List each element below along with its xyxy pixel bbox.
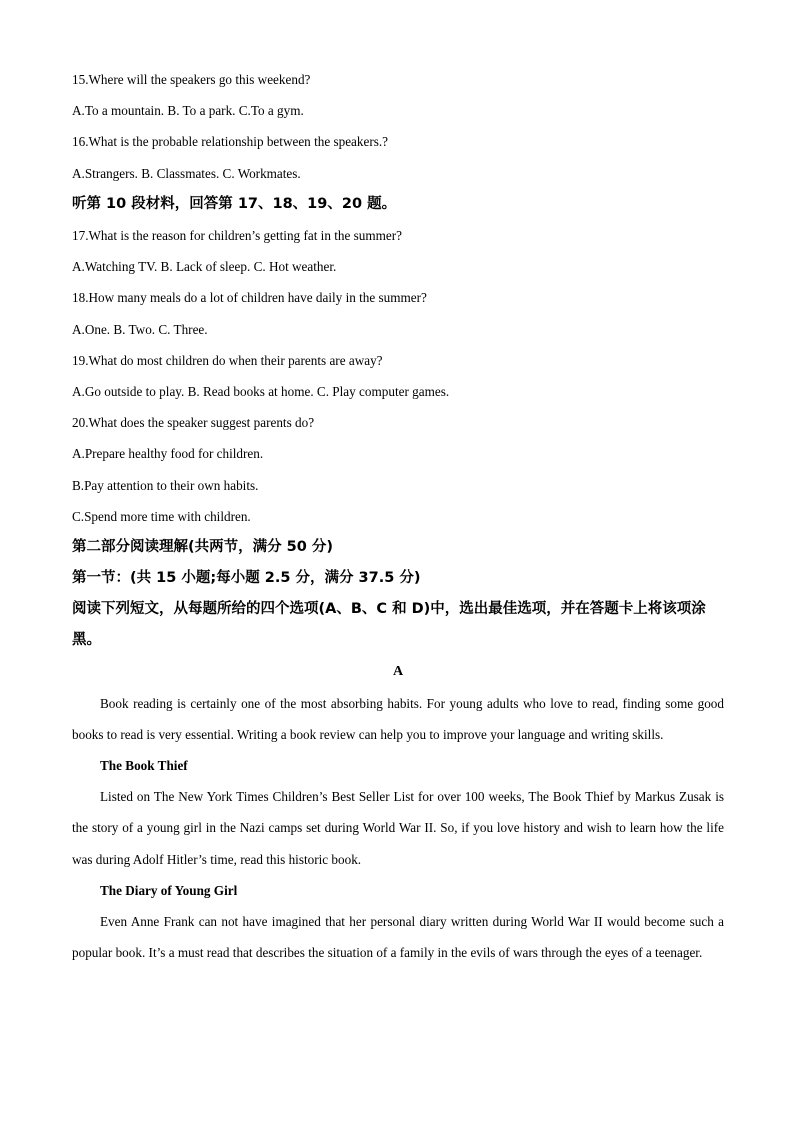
question-18: 18.How many meals do a lot of children have daily in the summer? [72,290,427,306]
question-17: 17.What is the reason for children’s getting fat in the summer? [72,228,402,244]
book-title-2: The Diary of Young Girl [100,882,238,898]
question-20: 20.What does the speaker suggest parents do? [72,415,315,431]
question-20-option-b: B.Pay attention to their own habits. [72,477,259,493]
section-one-heading: 第一节：(共 15 小题;每小题 2.5 分，满分 37.5 分) [72,570,421,587]
book-description-1: Listed on The New York Times Children’s Best Seller List for over 100 weeks, The Book Thief by Markus Zusak is the story of a young girl in the Nazi camps set during World War II. So, if you love history and wish to learn how the life was during Adolf Hitler’s time, read this historic book. [72,789,724,867]
passage-intro: Book reading is certainly one of the most absorbing habits. For young adults who love to read, finding some good books to read is very essential. Writing a book review can help you to improve your language and writing skills. [72,695,724,742]
listening-section-heading: 听第 10 段材料，回答第 17、18、19、20 题。 [72,195,397,212]
document-page [72,64,724,968]
reading-instruction: 阅读下列短文，从每题所给的四个选项(A、B、C 和 D)中，选出最佳选项，并在答题卡上将该项涂黑。 [72,601,706,649]
question-18-options: A.One. B. Two. C. Three. [72,321,208,337]
question-19-options: A.Go outside to play. B. Read books at home. C. Play computer games. [72,384,450,400]
passage-label: A [392,664,404,680]
question-20-option-c: C.Spend more time with children. [72,508,251,524]
question-20-option-a: A.Prepare healthy food for children. [72,446,264,462]
question-19: 19.What do most children do when their parents are away? [72,352,383,368]
part-two-heading: 第二部分阅读理解(共两节，满分 50 分) [72,539,334,556]
question-17-options: A.Watching TV. B. Lack of sleep. C. Hot weather. [72,259,337,275]
book-title-1: The Book Thief [100,758,188,774]
question-16-options: A.Strangers. B. Classmates. C. Workmates. [72,165,301,181]
question-15-options: A.To a mountain. B. To a park. C.To a gym. [72,103,304,119]
book-description-2: Even Anne Frank can not have imagined that her personal diary written during World War II would become such a popular book. It’s a must read that describes the situation of a family in the evils of wars through the eyes of a teenager. [72,914,724,961]
question-16: 16.What is the probable relationship between the speakers.? [72,134,389,150]
question-15: 15.Where will the speakers go this weekend? [72,72,311,87]
